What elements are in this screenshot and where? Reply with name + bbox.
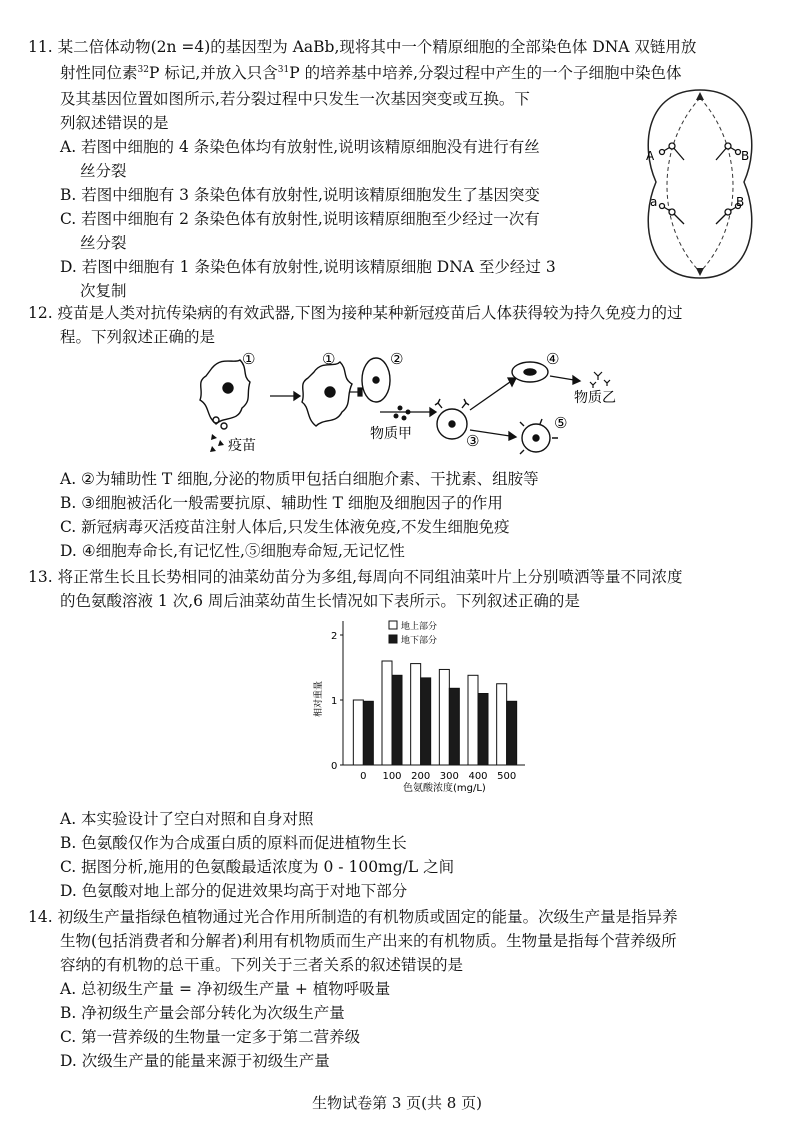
y-ticks bbox=[331, 631, 343, 772]
q13-stem-line2: 的色氨酸溶液 1 次,6 周后油菜幼苗生长情况如下表所示。下列叙述正确的是 bbox=[60, 592, 580, 610]
centrosome-bottom bbox=[696, 268, 704, 276]
q11-stem-part-b: P 标记,并放入只含 bbox=[148, 64, 278, 82]
y-tick-label: 1 bbox=[331, 696, 338, 707]
bar-below-ground bbox=[478, 694, 488, 766]
label-4: ④ bbox=[546, 350, 560, 368]
q12-option-a: A. ②为辅助性 T 细胞,分泌的物质甲包括白细胞介素、干扰素、组胺等 bbox=[60, 470, 539, 488]
cell-membrane bbox=[648, 90, 752, 278]
q11-sup-32: 32 bbox=[137, 65, 149, 75]
q11-option-a: A. 若图中细胞的 4 条染色体均有放射性,说明该精原细胞没有进行有丝 bbox=[60, 138, 540, 156]
label-2: ② bbox=[390, 350, 404, 368]
q13-option-d: D. 色氨酸对地上部分的促进效果均高于对地下部分 bbox=[60, 882, 408, 900]
q11-stem-line2 bbox=[60, 62, 682, 84]
q12-stem-line2: 程。下列叙述正确的是 bbox=[60, 328, 216, 346]
label-1-first: ① bbox=[242, 350, 256, 368]
x-ticks bbox=[360, 771, 516, 782]
x-tick-label: 300 bbox=[439, 771, 459, 782]
antibody-marks bbox=[590, 372, 610, 388]
gene-label-A: A bbox=[646, 149, 655, 163]
bar-above-ground bbox=[382, 661, 392, 765]
q12-option-b: B. ③细胞被活化一般需要抗原、辅助性 T 细胞及细胞因子的作用 bbox=[60, 494, 503, 512]
q11-stem-line3: 及其基因位置如图所示,若分裂过程中只发生一次基因突变或互换。下 bbox=[60, 90, 530, 108]
gene-label-B-lower: B bbox=[736, 195, 745, 209]
q11-option-b: B. 若图中细胞有 3 条染色体有放射性,说明该精原细胞发生了基因突变 bbox=[60, 186, 540, 204]
bar-below-ground bbox=[507, 701, 517, 765]
legend-label-below: 地下部分 bbox=[401, 636, 438, 646]
x-axis-label: 色氨酸浓度(mg/L) bbox=[403, 783, 486, 794]
bar-below-ground bbox=[392, 675, 402, 765]
x-tick-label: 400 bbox=[468, 771, 488, 782]
x-tick-label: 0 bbox=[360, 771, 367, 782]
y-axis-label: 相对重量 bbox=[314, 680, 324, 717]
q11-stem-line1: 11. 某二倍体动物(2n =4)的基因型为 AaBb,现将其中一个精原细胞的全部染色体 DNA 双链用放 bbox=[28, 38, 697, 56]
y-tick-label: 2 bbox=[331, 631, 338, 642]
bar-above-ground bbox=[497, 684, 507, 765]
q13-option-b: B. 色氨酸仅作为合成蛋白质的原料而促进植物生长 bbox=[60, 834, 407, 852]
bar-above-ground bbox=[353, 700, 363, 765]
x-tick-label: 100 bbox=[382, 771, 402, 782]
q14-option-c: C. 第一营养级的生物量一定多于第二营养级 bbox=[60, 1028, 361, 1046]
label-vaccine: 疫苗 bbox=[228, 438, 256, 454]
chromosome-upper-right bbox=[716, 143, 741, 160]
q13-stem-line1: 13. 将正常生长且长势相同的油菜幼苗分为多组,每周向不同组油菜叶片上分别喷洒等量不同浓度 bbox=[28, 568, 683, 586]
label-5: ⑤ bbox=[554, 414, 568, 432]
q12-stem-line1: 12. 疫苗是人类对抗传染病的有效武器,下图为接种某种新冠疫苗后人体获得较为持久免疫力的过 bbox=[28, 304, 683, 322]
q14-option-a: A. 总初级生产量 = 净初级生产量 + 植物呼吸量 bbox=[60, 980, 391, 998]
b-cell bbox=[435, 399, 469, 439]
x-tick-label: 500 bbox=[497, 771, 517, 782]
arrow-2 bbox=[380, 408, 436, 416]
q11-option-a-cont: 丝分裂 bbox=[80, 162, 127, 180]
q11-option-d: D. 若图中细胞有 1 条染色体有放射性,说明该精原细胞 DNA 至少经过 3 bbox=[60, 258, 556, 276]
q12-immune-diagram bbox=[190, 346, 630, 464]
q11-sup-31: 31 bbox=[277, 65, 290, 75]
spindle-left bbox=[667, 98, 700, 272]
bar-above-ground bbox=[411, 664, 421, 765]
q14-stem-line1: 14. 初级生产量指绿色植物通过光合作用所制造的有机物质或固定的能量。次级生产量是指异养 bbox=[28, 908, 678, 926]
receptor-link bbox=[350, 388, 362, 396]
q11-option-c: C. 若图中细胞有 2 条染色体有放射性,说明该精原细胞至少经过一次有 bbox=[60, 210, 540, 228]
antigen-presenting-cell-2 bbox=[302, 362, 352, 426]
legend bbox=[389, 620, 437, 646]
bars bbox=[353, 661, 516, 765]
substance-a-dots bbox=[394, 406, 411, 421]
legend-swatch-below bbox=[389, 635, 397, 643]
q11-stem-part-a: 射性同位素 bbox=[60, 64, 138, 82]
arrow-3 bbox=[470, 378, 516, 410]
q13-option-a: A. 本实验设计了空白对照和自身对照 bbox=[60, 810, 314, 828]
gene-label-a: a bbox=[650, 195, 658, 209]
x-tick-label: 200 bbox=[411, 771, 431, 782]
arrow-1 bbox=[270, 392, 300, 400]
bar-below-ground bbox=[449, 688, 459, 765]
helper-t-cell bbox=[362, 358, 390, 402]
q11-cell-diagram bbox=[636, 86, 764, 282]
bar-above-ground bbox=[468, 675, 478, 765]
arrow-5 bbox=[550, 376, 580, 384]
legend-swatch-above bbox=[389, 621, 397, 629]
q14-stem-line2: 生物(包括消费者和分解者)利用有机物质而生产出来的有机物质。生物量是指每个营养级所 bbox=[60, 932, 677, 950]
q11-stem-line4: 列叙述错误的是 bbox=[60, 114, 169, 132]
legend-label-above: 地上部分 bbox=[401, 622, 438, 632]
centrosome-top bbox=[696, 92, 704, 100]
bar-above-ground bbox=[439, 669, 449, 765]
page-footer: 生物试卷第 3 页(共 8 页) bbox=[312, 1094, 482, 1112]
label-1-second: ① bbox=[322, 350, 336, 368]
q11-stem-part-c: P 的培养基中培养,分裂过程中产生的一个子细胞中染色体 bbox=[289, 64, 682, 82]
chromosome-upper-left bbox=[660, 143, 685, 160]
label-substance-b: 物质乙 bbox=[574, 390, 616, 406]
y-tick-label: 0 bbox=[331, 761, 338, 772]
antigen-presenting-cell-1 bbox=[200, 360, 250, 429]
label-substance-a: 物质甲 bbox=[370, 426, 412, 442]
q14-option-d: D. 次级生产量的能量来源于初级生产量 bbox=[60, 1052, 330, 1070]
q11-option-c-cont: 丝分裂 bbox=[80, 234, 127, 252]
q14-stem-line3: 容纳的有机物的总干重。下列关于三者关系的叙述错误的是 bbox=[60, 956, 464, 974]
q14-option-b: B. 净初级生产量会部分转化为次级生产量 bbox=[60, 1004, 345, 1022]
spindle-right bbox=[700, 98, 733, 272]
bar-below-ground bbox=[421, 678, 431, 765]
bar-below-ground bbox=[363, 701, 373, 765]
label-3: ③ bbox=[466, 432, 480, 450]
q12-option-d: D. ④细胞寿命长,有记忆性,⑤细胞寿命短,无记忆性 bbox=[60, 542, 405, 560]
q13-bar-chart bbox=[305, 605, 535, 795]
q11-option-d-cont: 次复制 bbox=[80, 282, 127, 300]
vaccine-particles bbox=[210, 434, 224, 452]
q13-option-c: C. 据图分析,施用的色氨酸最适浓度为 0 - 100mg/L 之间 bbox=[60, 858, 455, 876]
plasma-cell bbox=[512, 362, 548, 382]
gene-label-B-upper: B bbox=[741, 149, 750, 163]
chromosome-lower-left bbox=[660, 204, 685, 225]
memory-cell bbox=[520, 419, 558, 454]
q12-option-c: C. 新冠病毒灭活疫苗注射人体后,只发生体液免疫,不发生细胞免疫 bbox=[60, 518, 510, 536]
